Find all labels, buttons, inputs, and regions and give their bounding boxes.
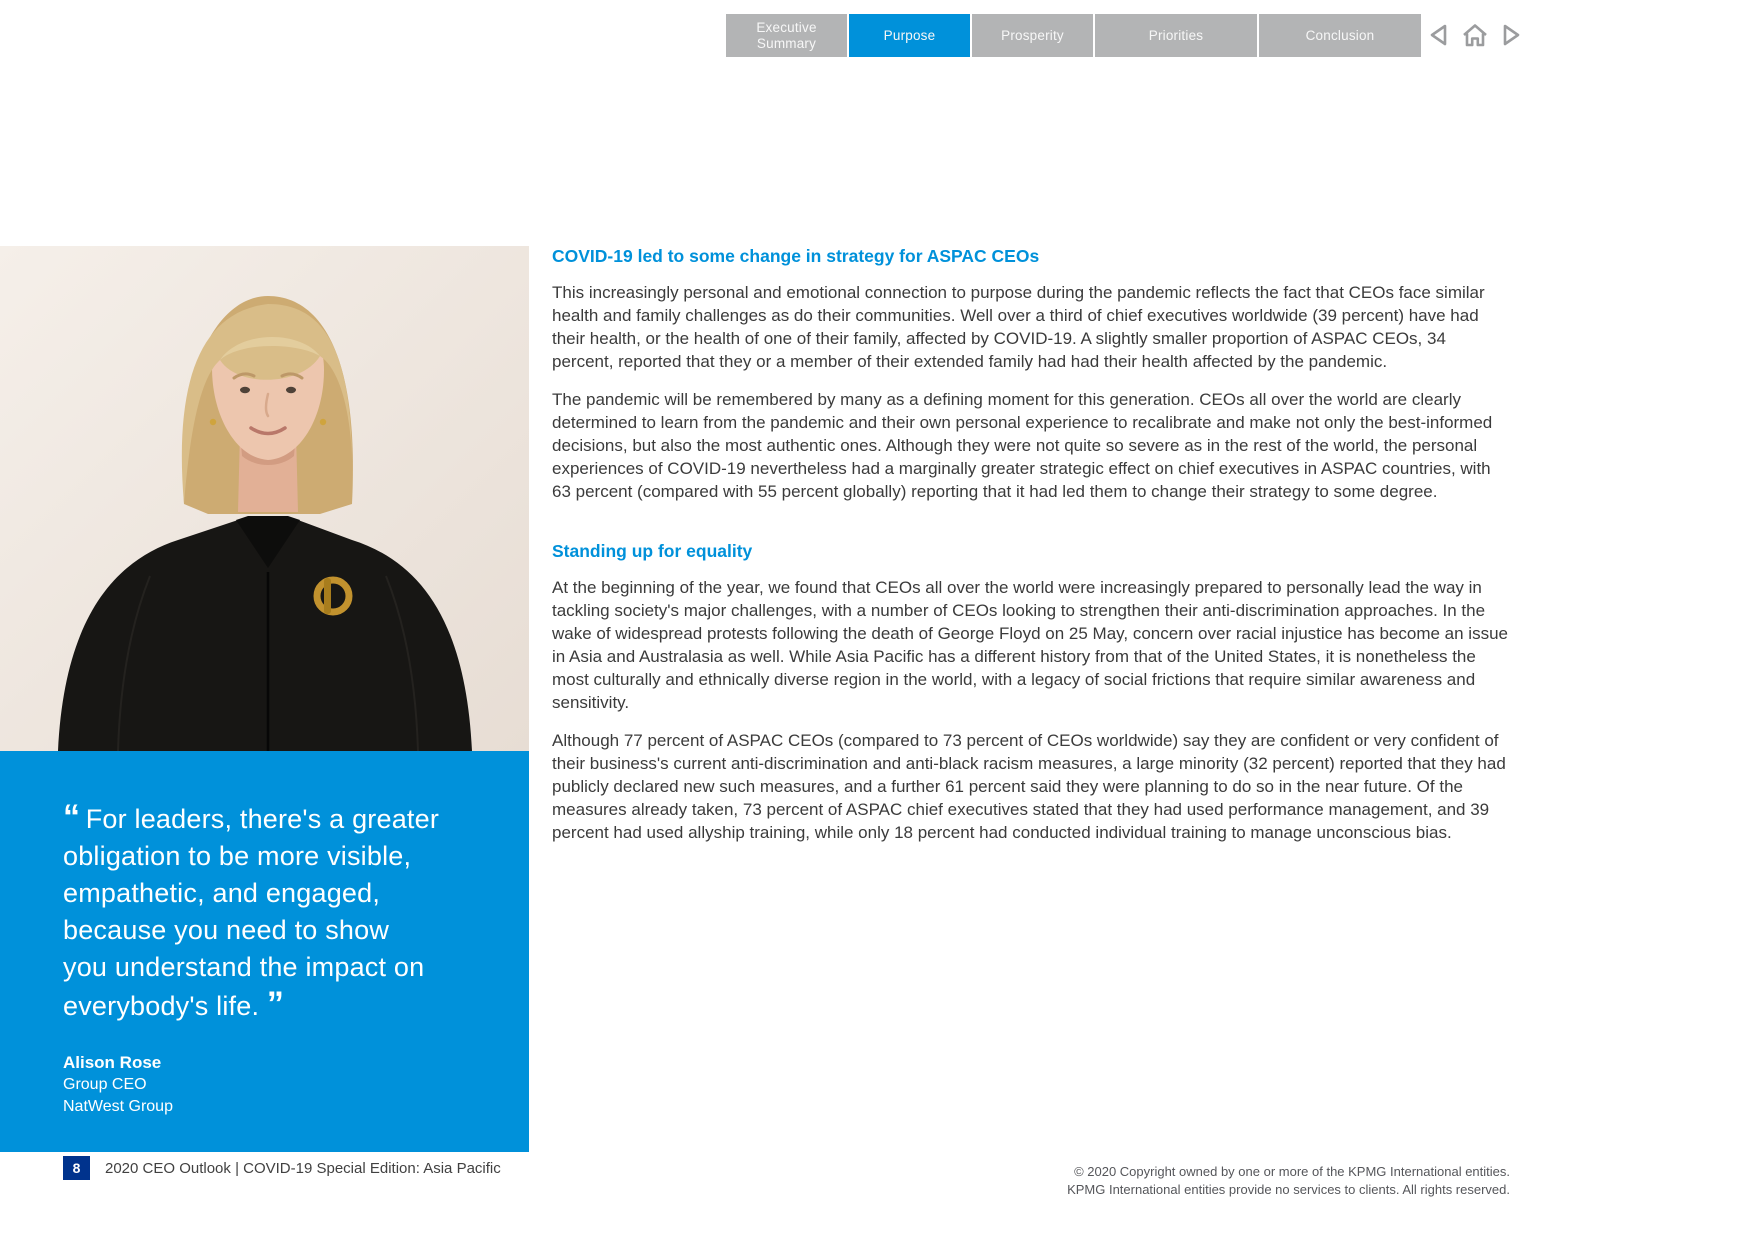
quote-text: everybody's life.	[63, 991, 260, 1021]
author-company: NatWest Group	[63, 1098, 173, 1115]
tab-purpose[interactable]: Purpose	[849, 14, 970, 57]
home-icon[interactable]	[1458, 19, 1492, 51]
copyright-notice	[1067, 1163, 1510, 1199]
quote-text: obligation to be more visible,	[63, 841, 412, 871]
paragraph: At the beginning of the year, we found that CEOs all over the world were increasingly prepared to personally lead the way in tackling society's major challenges, with a number of CEOs looking to strengthen their anti-discrimination approaches. In the wake of widespread protests following the death of George Floyd on 25 May, concern over racial injustice has become an issue in Asia and Australasia as well. While Asia Pacific has a different history from that of the United States, it is nonetheless the most culturally and ethnically diverse region in the world, with a legacy of social frictions that require similar awareness and sensitivity.	[552, 578, 1508, 712]
copyright-line: © 2020 Copyright owned by one or more of the KPMG International entities.	[1074, 1164, 1510, 1179]
ceo-portrait-photo	[0, 246, 529, 751]
quote-text: because you need to show	[63, 915, 390, 945]
page-number-badge: 8	[63, 1156, 90, 1180]
forward-arrow-icon[interactable]	[1496, 19, 1526, 51]
author-title: Group CEO	[63, 1076, 147, 1093]
tab-executive-summary[interactable]: Executive Summary	[726, 14, 847, 57]
back-arrow-icon[interactable]	[1424, 19, 1454, 51]
quote-line	[63, 875, 493, 912]
page-nav-arrows	[1424, 19, 1526, 51]
article-content	[552, 246, 1510, 859]
tab-conclusion[interactable]: Conclusion	[1259, 14, 1421, 57]
section-heading-covid-strategy: COVID-19 led to some change in strategy for ASPAC CEOs	[552, 246, 1040, 266]
report-title: 2020 CEO Outlook | COVID-19 Special Edition: Asia Pacific	[105, 1159, 501, 1177]
close-quote-icon: ”	[266, 985, 282, 1023]
tab-priorities[interactable]: Priorities	[1095, 14, 1257, 57]
footer	[63, 1156, 501, 1180]
quote-line	[63, 838, 493, 875]
quote-text: you understand the impact on	[63, 952, 425, 982]
quote-line	[63, 799, 493, 838]
paragraph: Although 77 percent of ASPAC CEOs (compared to 73 percent of CEOs worldwide) say they are confident or very confident of their business's current anti-discrimination and anti-black racism measures, a large minority (32 percent) reported that they had publicly declared new such measures, and a further 61 percent said they were planning to do so in the near future. Of the measures already taken, 73 percent of ASPAC chief executives stated that they had used performance management, and 39 percent had used allyship training, while only 18 percent had conducted individual training to manage unconscious bias.	[552, 731, 1506, 842]
paragraph: The pandemic will be remembered by many as a defining moment for this generation. CEOs all over the world are clearly determined to learn from the pandemic and their own personal experience to recalibrate and make not only the best-informed decisions, but also the most authentic ones. Although they were not quite so severe as in the rest of the world, the personal experiences of COVID-19 nevertheless had a marginally greater strategic effect on chief executives in ASPAC countries, with 63 percent (compared with 55 percent globally) reporting that it had led them to change their strategy to some degree.	[552, 390, 1493, 501]
quote-line	[63, 912, 493, 949]
quote-line	[63, 986, 493, 1025]
open-quote-icon: “	[63, 798, 78, 836]
section-nav	[726, 14, 1421, 57]
tab-prosperity[interactable]: Prosperity	[972, 14, 1093, 57]
copyright-line: KPMG International entities provide no services to clients. All rights reserved.	[1067, 1182, 1510, 1197]
section-heading-equality: Standing up for equality	[552, 541, 753, 561]
quote-text: For leaders, there's a greater	[85, 804, 440, 834]
paragraph: This increasingly personal and emotional connection to purpose during the pandemic reflects the fact that CEOs face similar health and family challenges as do their communities. Well over a third of chief executives worldwide (39 percent) have had their health, or the health of one of their family, affected by COVID-19. A slightly smaller proportion of ASPAC CEOs, 34 percent, reported that they or a member of their extended family had had their health affected by the pandemic.	[552, 283, 1485, 371]
author-name: Alison Rose	[63, 1053, 162, 1072]
quote-text: empathetic, and engaged,	[63, 878, 381, 908]
quote-line	[63, 949, 493, 986]
quote-attribution	[63, 1051, 493, 1118]
quote-box	[0, 751, 529, 1152]
